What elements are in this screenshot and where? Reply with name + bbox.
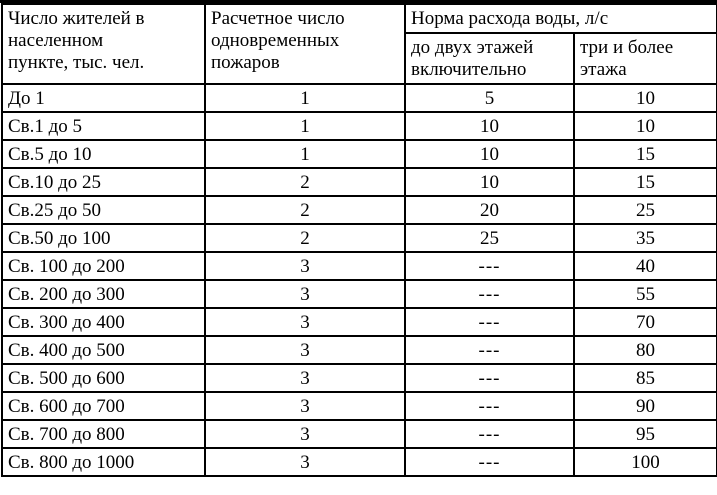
three-plus-cell: 15 xyxy=(574,168,717,196)
up-to-two-floors-line-1: до двух этажей xyxy=(411,37,534,58)
population-cell: До 1 xyxy=(2,84,205,112)
fires-cell: 3 xyxy=(205,448,405,476)
fires-cell: 2 xyxy=(205,224,405,252)
fires-cell: 3 xyxy=(205,336,405,364)
up-to-two-floors-header xyxy=(405,33,574,84)
table-row xyxy=(2,140,717,168)
table-row xyxy=(2,336,717,364)
up-to-two-cell: 20 xyxy=(405,196,574,224)
three-plus-cell: 35 xyxy=(574,224,717,252)
up-to-two-cell: --- xyxy=(405,308,574,336)
fires-cell: 3 xyxy=(205,420,405,448)
population-header-line-1: Число жителей в xyxy=(8,8,145,29)
up-to-two-cell: --- xyxy=(405,336,574,364)
up-to-two-floors-line-2: включительно xyxy=(411,59,527,80)
up-to-two-cell: 10 xyxy=(405,112,574,140)
table-row xyxy=(2,112,717,140)
up-to-two-cell: --- xyxy=(405,280,574,308)
fires-cell: 1 xyxy=(205,84,405,112)
table-row xyxy=(2,420,717,448)
three-plus-floors-line-2: этажа xyxy=(580,59,627,80)
three-plus-cell: 80 xyxy=(574,336,717,364)
three-plus-cell: 55 xyxy=(574,280,717,308)
table-row xyxy=(2,308,717,336)
three-plus-cell: 15 xyxy=(574,140,717,168)
fires-cell: 3 xyxy=(205,392,405,420)
three-plus-cell: 25 xyxy=(574,196,717,224)
population-cell: Св. 200 до 300 xyxy=(2,280,205,308)
table-row xyxy=(2,196,717,224)
population-cell: Св.10 до 25 xyxy=(2,168,205,196)
fires-header-line-2: одновременных xyxy=(211,30,340,51)
three-plus-cell: 40 xyxy=(574,252,717,280)
table-row xyxy=(2,448,717,476)
population-cell: Св. 800 до 1000 xyxy=(2,448,205,476)
fires-header-line-1: Расчетное число xyxy=(211,8,345,29)
water-norm-header: Норма расхода воды, л/с xyxy=(405,4,717,33)
table-row xyxy=(2,224,717,252)
three-plus-floors-line-1: три и более xyxy=(580,37,674,58)
fire-water-norms-table xyxy=(1,3,717,477)
three-plus-cell: 100 xyxy=(574,448,717,476)
population-header xyxy=(2,4,205,84)
up-to-two-cell: 5 xyxy=(405,84,574,112)
table-row xyxy=(2,364,717,392)
table-row xyxy=(2,84,717,112)
population-cell: Св.50 до 100 xyxy=(2,224,205,252)
population-cell: Св. 100 до 200 xyxy=(2,252,205,280)
population-header-line-2: населенном xyxy=(8,30,104,51)
population-cell: Св. 600 до 700 xyxy=(2,392,205,420)
fires-header xyxy=(205,4,405,84)
fires-cell: 3 xyxy=(205,252,405,280)
population-cell: Св. 400 до 500 xyxy=(2,336,205,364)
fires-cell: 3 xyxy=(205,280,405,308)
table-row xyxy=(2,252,717,280)
table-row xyxy=(2,168,717,196)
up-to-two-cell: --- xyxy=(405,392,574,420)
up-to-two-cell: --- xyxy=(405,252,574,280)
population-cell: Св.25 до 50 xyxy=(2,196,205,224)
up-to-two-cell: --- xyxy=(405,420,574,448)
fires-cell: 2 xyxy=(205,196,405,224)
table-row xyxy=(2,280,717,308)
population-cell: Св. 700 до 800 xyxy=(2,420,205,448)
header-row-1 xyxy=(2,4,717,33)
population-cell: Св. 500 до 600 xyxy=(2,364,205,392)
three-plus-cell: 90 xyxy=(574,392,717,420)
three-plus-cell: 70 xyxy=(574,308,717,336)
population-cell: Св. 300 до 400 xyxy=(2,308,205,336)
population-header-line-3: пунктe, тыс. чел. xyxy=(8,52,145,73)
fires-cell: 2 xyxy=(205,168,405,196)
three-plus-cell: 95 xyxy=(574,420,717,448)
up-to-two-cell: --- xyxy=(405,448,574,476)
fires-cell: 3 xyxy=(205,364,405,392)
three-plus-cell: 10 xyxy=(574,84,717,112)
up-to-two-cell: 10 xyxy=(405,168,574,196)
fires-cell: 1 xyxy=(205,140,405,168)
fires-cell: 3 xyxy=(205,308,405,336)
up-to-two-cell: 10 xyxy=(405,140,574,168)
up-to-two-cell: --- xyxy=(405,364,574,392)
three-plus-cell: 85 xyxy=(574,364,717,392)
table-row xyxy=(2,392,717,420)
fires-header-line-3: пожаров xyxy=(211,52,280,73)
population-cell: Св.5 до 10 xyxy=(2,140,205,168)
three-plus-floors-header xyxy=(574,33,717,84)
up-to-two-cell: 25 xyxy=(405,224,574,252)
fires-cell: 1 xyxy=(205,112,405,140)
population-cell: Св.1 до 5 xyxy=(2,112,205,140)
three-plus-cell: 10 xyxy=(574,112,717,140)
